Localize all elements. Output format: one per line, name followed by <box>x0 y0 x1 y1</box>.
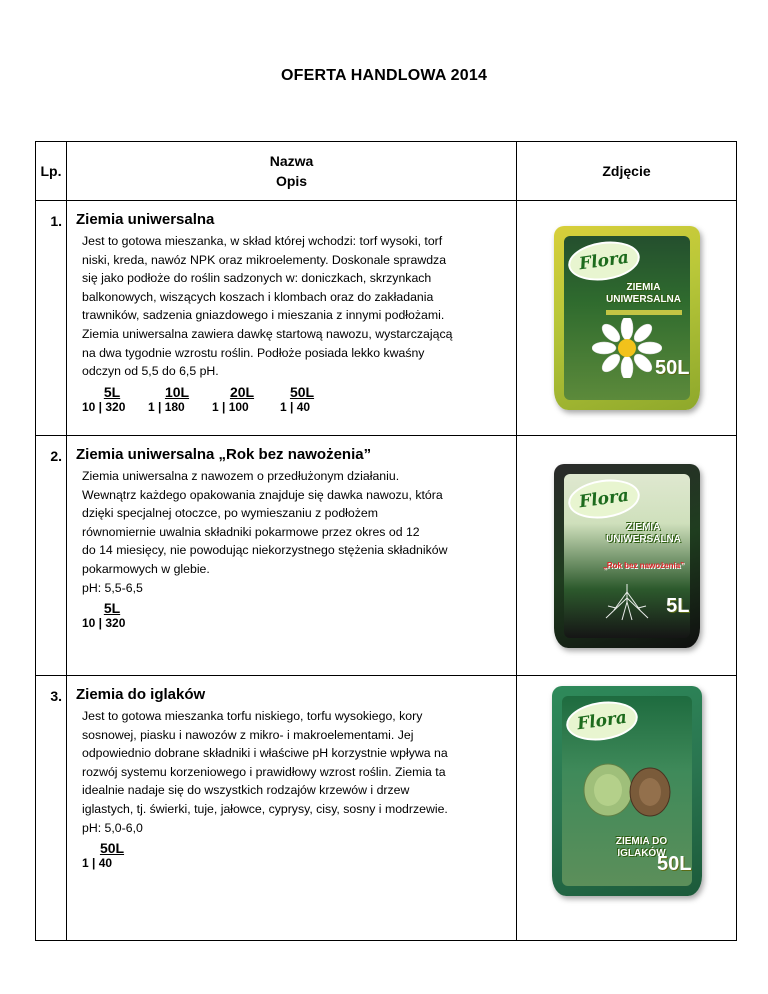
description-line: sosnowej, piasku i nawozów z mikro- i makroelementami. Jej <box>82 727 414 742</box>
daisy-flower-icon <box>592 318 662 378</box>
description-line: Ziemia uniwersalna z nawozem o przedłużonym działaniu. <box>82 469 400 483</box>
description-line: Wewnątrz każdego opakowania znajduje się dawka nawozu, która <box>82 487 443 502</box>
product-photo <box>552 686 702 896</box>
description-line: do 14 miesięcy, nie powodując niekorzystnego stężenia składników <box>82 543 448 558</box>
product-description-cell <box>67 201 517 436</box>
product-description <box>76 707 508 837</box>
table-row <box>36 201 737 436</box>
brand-logo: Flora <box>565 475 642 523</box>
row-number: 3. <box>36 676 67 941</box>
package-count: 1 | 40 <box>82 856 113 871</box>
conifer-cones-icon <box>574 754 680 824</box>
package-sizes <box>76 384 508 414</box>
package-size: 50L <box>99 840 125 857</box>
description-line: Jest to gotowa mieszanka, w skład której wchodzi: torf wysoki, torf <box>82 234 443 248</box>
package-size: 5L <box>103 383 121 400</box>
header-description: Opis <box>275 173 308 189</box>
header-photo: Zdjęcie <box>517 142 737 201</box>
package-count: 1 | 100 <box>212 399 249 414</box>
product-photo-cell <box>517 676 737 941</box>
bag-label: ZIEMIA DO IGLAKÓW <box>615 836 668 859</box>
package-count: 10 | 320 <box>82 616 126 631</box>
brand-logo: Flora <box>565 237 642 285</box>
product-photo <box>554 464 700 648</box>
description-line: rozwój systemu korzeniowego i prawidłowy wzrost roślin. Ziemia ta <box>82 764 446 779</box>
product-description-cell <box>67 436 517 676</box>
description-line: pH: 5,5-6,5 <box>82 580 143 595</box>
description-line: odczyn od 5,5 do 6,5 pH. <box>82 364 219 379</box>
description-line: trawników, sadzenia gniazdowego i mieszania z innymi podłożami. <box>82 308 445 323</box>
row-number: 2. <box>36 436 67 676</box>
offer-table <box>35 141 737 941</box>
description-line: odpowiednio dobrane składniki i właściwe pH korzystnie wpływa na <box>82 746 448 761</box>
bag-volume: 5L <box>666 594 690 617</box>
product-description <box>76 232 508 381</box>
table-header-row <box>36 142 737 201</box>
header-name-description <box>67 142 517 201</box>
package-count: 10 | 320 <box>82 399 126 414</box>
bag-tagline: „Rok bez nawożenia” <box>602 560 685 570</box>
description-line: Ziemia uniwersalna zawiera dawkę startową nawozu, wystarczającą <box>82 326 453 341</box>
package-size: 50L <box>289 383 315 400</box>
product-photo-cell <box>517 201 737 436</box>
package-count: 1 | 180 <box>148 399 185 414</box>
header-lp: Lp. <box>36 142 67 201</box>
package-size: 20L <box>229 383 255 400</box>
description-line: Jest to gotowa mieszanka torfu niskiego, torfu wysokiego, kory <box>82 709 423 723</box>
package-sizes <box>76 840 508 870</box>
description-line: pokarmowych w glebie. <box>82 561 210 576</box>
description-line: balkonowych, wiszących koszach i klombach oraz do zakładania <box>82 289 434 304</box>
package-sizes <box>76 600 508 630</box>
bag-volume: 50L <box>657 853 692 875</box>
description-line: na dwa tygodnie wzrostu roślin. Podłoże posiada lekko kwaśny <box>82 345 425 360</box>
bag-label: ZIEMIA UNIWERSALNA <box>606 282 681 305</box>
description-line: pH: 5,0-6,0 <box>82 820 143 835</box>
package-size: 5L <box>103 600 121 617</box>
product-description <box>76 467 508 597</box>
table-row <box>36 676 737 941</box>
product-photo-cell <box>517 436 737 676</box>
product-name: Ziemia uniwersalna „Rok bez nawożenia” <box>76 446 372 463</box>
product-name: Ziemia uniwersalna <box>76 211 215 228</box>
header-name: Nazwa <box>269 153 314 169</box>
description-line: się jako podłoże do roślin sadzonych w: doniczkach, skrzynkach <box>82 271 432 286</box>
row-number: 1. <box>36 201 67 436</box>
description-line: niski, kreda, nawóz NPK oraz mikroelementy. Doskonale sprawdza <box>82 252 447 267</box>
package-count: 1 | 40 <box>280 399 311 414</box>
table-row <box>36 436 737 676</box>
bag-subtitle-strip <box>606 310 682 315</box>
package-size: 10L <box>164 383 190 400</box>
description-line: idealnie nadaje się do wszystkich rodzajów krzewów i drzew <box>82 783 410 798</box>
document-title: OFERTA HANDLOWA 2014 <box>280 67 488 84</box>
description-line: iglastych, tj. świerki, tuje, jałowce, cyprysy, cisy, sosny i modrzewie. <box>82 801 448 816</box>
bag-volume: 50L <box>655 357 690 379</box>
plant-roots-icon <box>594 582 660 622</box>
description-line: dzięki specjalnej otoczce, po wymieszaniu z podłożem <box>82 506 378 521</box>
brand-logo: Flora <box>563 697 640 745</box>
product-description-cell <box>67 676 517 941</box>
product-name: Ziemia do iglaków <box>76 686 206 703</box>
description-line: równomiernie uwalnia składniki pokarmowe przez okres od 12 <box>82 524 420 539</box>
bag-label: ZIEMIA UNIWERSALNA <box>606 521 681 545</box>
product-photo <box>554 226 700 410</box>
